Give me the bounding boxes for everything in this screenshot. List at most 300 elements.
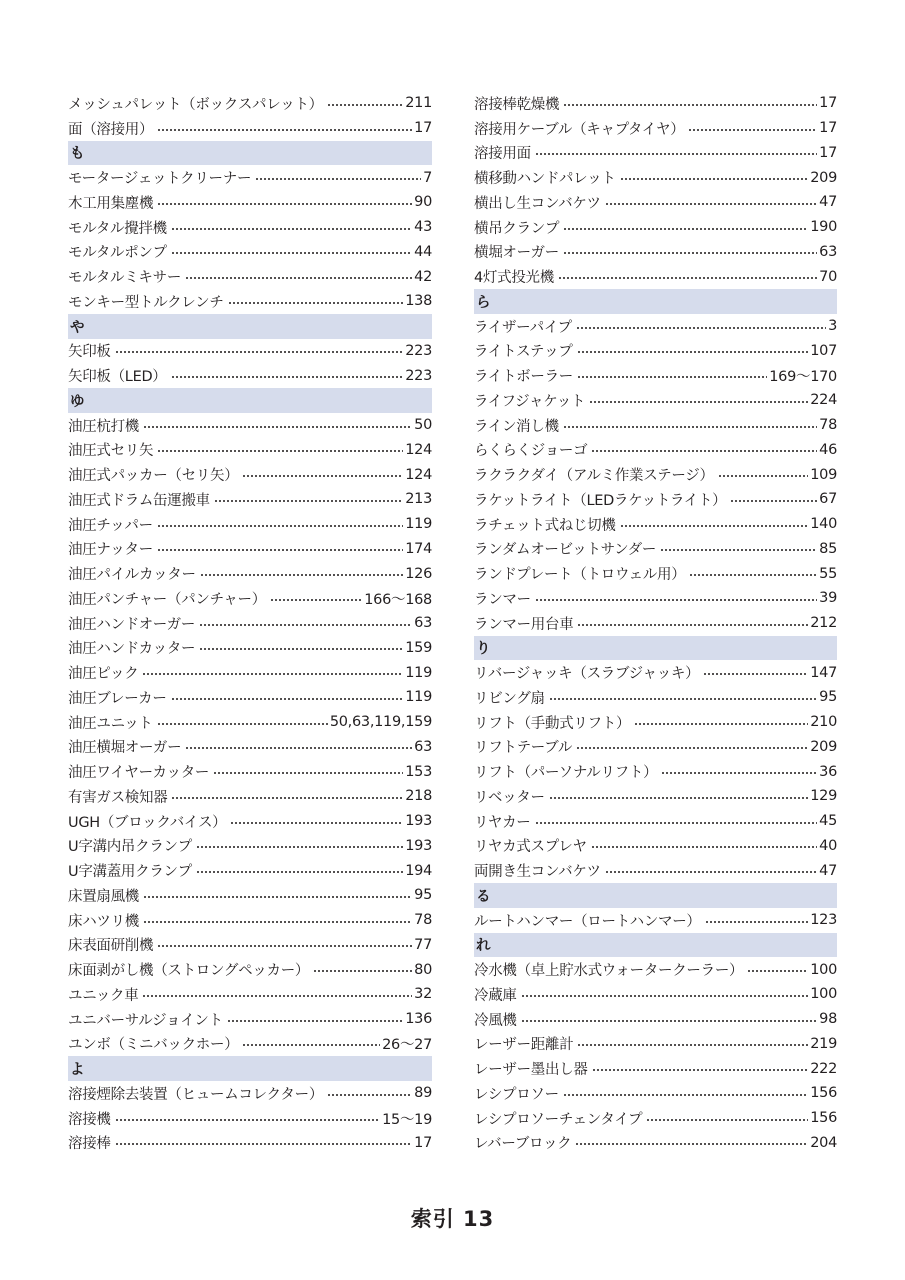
- index-entry: [68, 190, 432, 215]
- entry-page-number: 70: [819, 268, 837, 285]
- entry-page-number: 209: [810, 169, 837, 186]
- dot-leader: [576, 327, 826, 329]
- entry-term: 油圧ユニット: [68, 715, 153, 732]
- entry-page-number: 193: [405, 837, 432, 854]
- dot-leader: [521, 1020, 818, 1022]
- dot-leader: [558, 277, 817, 279]
- dot-leader: [535, 599, 817, 601]
- dot-leader: [157, 945, 412, 947]
- index-entry: [68, 784, 432, 809]
- entry-term: レシプロソー: [474, 1086, 559, 1103]
- index-entry: [474, 710, 837, 735]
- index-entry: [474, 660, 837, 685]
- entry-page-number: 89: [414, 1085, 432, 1102]
- index-entry: [68, 982, 432, 1007]
- dot-leader: [196, 846, 403, 848]
- entry-term: 冷水機（卓上貯水式ウォータークーラー）: [474, 963, 744, 980]
- dot-leader: [157, 203, 412, 205]
- dot-leader: [730, 500, 817, 502]
- dot-leader: [142, 995, 412, 997]
- entry-page-number: 36: [819, 763, 837, 780]
- index-entry: [68, 438, 432, 463]
- index-entry: [68, 215, 432, 240]
- dot-leader: [213, 772, 403, 774]
- index-entry: [474, 735, 837, 760]
- section-header: や: [68, 314, 432, 339]
- entry-term: 横移動ハンドパレット: [474, 171, 616, 188]
- dot-leader: [661, 772, 817, 774]
- index-entry: [474, 388, 837, 413]
- entry-page-number: 223: [405, 342, 432, 359]
- dot-leader: [228, 302, 404, 304]
- entry-term: 油圧ワイヤーカッター: [68, 765, 210, 782]
- entry-term: 矢印板: [68, 344, 111, 361]
- index-entry: [68, 264, 432, 289]
- entry-page-number: 42: [414, 268, 432, 285]
- index-entry: [474, 438, 837, 463]
- entry-page-number: 98: [819, 1011, 837, 1028]
- entry-page-number: 67: [819, 491, 837, 508]
- entry-term: 冷蔵庫: [474, 987, 517, 1004]
- index-entry: [474, 190, 837, 215]
- entry-page-number: 55: [819, 565, 837, 582]
- dot-leader: [549, 797, 809, 799]
- dot-leader: [576, 747, 808, 749]
- dot-leader: [115, 1143, 413, 1145]
- index-entry: [474, 611, 837, 636]
- entry-page-number: 63: [414, 615, 432, 632]
- entry-page-number: 32: [414, 986, 432, 1003]
- entry-term: 油圧式ドラム缶運搬車: [68, 492, 210, 509]
- dot-leader: [115, 1119, 380, 1121]
- index-entry: [68, 660, 432, 685]
- index-entry: [474, 1081, 837, 1106]
- index-entry: [474, 240, 837, 265]
- entry-term: 油圧横堀オーガー: [68, 740, 182, 757]
- entry-term: ライザーパイプ: [474, 319, 572, 336]
- index-entry: [474, 91, 837, 116]
- section-header: る: [474, 883, 837, 908]
- dot-leader: [563, 104, 817, 106]
- index-entry: [474, 413, 837, 438]
- entry-page-number: 3: [828, 318, 837, 335]
- index-entry: [68, 685, 432, 710]
- dot-leader: [171, 252, 412, 254]
- dot-leader: [196, 871, 403, 873]
- entry-page-number: 156: [810, 1085, 837, 1102]
- entry-term: 面（溶接用）: [68, 121, 154, 138]
- entry-page-number: 45: [819, 813, 837, 830]
- index-entry: [68, 834, 432, 859]
- dot-leader: [577, 624, 808, 626]
- index-entry: [474, 1056, 837, 1081]
- index-entry: [474, 982, 837, 1007]
- entry-page-number: 78: [414, 912, 432, 929]
- entry-term: ライトステップ: [474, 344, 573, 361]
- entry-term: 矢印板（LED）: [68, 369, 167, 386]
- entry-term: リフト（手動式リフト）: [474, 715, 631, 732]
- entry-page-number: 210: [810, 714, 837, 731]
- index-entry: [68, 165, 432, 190]
- entry-term: 4灯式投光機: [474, 270, 554, 287]
- entry-term: 油圧ハンドカッター: [68, 641, 196, 658]
- entry-page-number: 119: [405, 516, 432, 533]
- dot-leader: [157, 129, 412, 131]
- index-entry: [474, 215, 837, 240]
- entry-term: 油圧ブレーカー: [68, 690, 167, 707]
- dot-leader: [747, 970, 808, 972]
- index-entry: [474, 834, 837, 859]
- entry-page-number: 119: [405, 664, 432, 681]
- dot-leader: [703, 673, 808, 675]
- dot-leader: [549, 698, 817, 700]
- dot-leader: [689, 574, 817, 576]
- page-footer: 索引 13: [410, 1207, 495, 1231]
- entry-term: 木工用集塵機: [68, 195, 154, 212]
- entry-page-number: 138: [405, 293, 432, 310]
- dot-leader: [199, 624, 412, 626]
- entry-term: リビング扇: [474, 690, 545, 707]
- index-entry: [474, 339, 837, 364]
- dot-leader: [577, 351, 809, 353]
- entry-term: 横出し生コンバケツ: [474, 195, 601, 212]
- index-entry: [68, 240, 432, 265]
- entry-page-number: 174: [405, 540, 432, 557]
- index-entry: [474, 165, 837, 190]
- entry-term: U字溝蓋用クランプ: [68, 864, 192, 881]
- entry-page-number: 126: [405, 565, 432, 582]
- entry-term: レシプロソーチェンタイプ: [474, 1111, 643, 1128]
- entry-term: ライン消し機: [474, 418, 559, 435]
- dot-leader: [575, 1143, 808, 1145]
- entry-term: ユニバーサルジョイント: [68, 1012, 223, 1029]
- index-entry: [68, 462, 432, 487]
- entry-page-number: 222: [810, 1060, 837, 1077]
- entry-page-number: 129: [810, 788, 837, 805]
- entry-page-number: 219: [810, 1035, 837, 1052]
- entry-page-number: 169〜170: [769, 369, 837, 386]
- entry-page-number: 77: [414, 936, 432, 953]
- entry-term: モルタル攪拌機: [68, 220, 167, 237]
- entry-page-number: 223: [405, 367, 432, 384]
- entry-term: 床表面研削機: [68, 938, 154, 955]
- entry-page-number: 140: [810, 516, 837, 533]
- entry-term: ランマー: [474, 591, 531, 608]
- entry-page-number: 209: [810, 738, 837, 755]
- dot-leader: [242, 1044, 380, 1046]
- index-entry: [68, 883, 432, 908]
- entry-page-number: 46: [819, 441, 837, 458]
- dot-leader: [313, 970, 412, 972]
- index-entry: [68, 363, 432, 388]
- entry-page-number: 119: [405, 689, 432, 706]
- entry-term: ライフジャケット: [474, 393, 586, 410]
- entry-term: モンキー型トルクレンチ: [68, 294, 224, 311]
- index-entry: [68, 586, 432, 611]
- dot-leader: [718, 475, 809, 477]
- entry-term: ユンボ（ミニバックホー）: [68, 1037, 239, 1054]
- index-entry: [68, 710, 432, 735]
- entry-term: 油圧杭打機: [68, 418, 139, 435]
- entry-page-number: 40: [819, 837, 837, 854]
- dot-leader: [563, 426, 817, 428]
- dot-leader: [688, 129, 817, 131]
- entry-term: メッシュパレット（ボックスパレット）: [68, 96, 323, 113]
- entry-page-number: 44: [414, 243, 432, 260]
- dot-leader: [142, 673, 403, 675]
- index-entry: [474, 784, 837, 809]
- entry-term: リヤカー: [474, 814, 531, 831]
- index-entry: [68, 487, 432, 512]
- entry-page-number: 224: [810, 392, 837, 409]
- index-entry: [68, 1007, 432, 1032]
- entry-page-number: 63: [414, 738, 432, 755]
- entry-page-number: 17: [819, 95, 837, 112]
- index-entry: [68, 957, 432, 982]
- dot-leader: [171, 228, 412, 230]
- entry-page-number: 159: [405, 639, 432, 656]
- dot-leader: [157, 723, 328, 725]
- index-entry: [474, 264, 837, 289]
- entry-page-number: 17: [414, 1134, 432, 1151]
- index-entry: [474, 116, 837, 141]
- dot-leader: [230, 822, 403, 824]
- index-entry: [68, 1032, 432, 1057]
- entry-term: ラケットライト（LEDラケットライト）: [474, 492, 727, 509]
- entry-page-number: 39: [819, 590, 837, 607]
- entry-term: UGH（ブロックバイス）: [68, 814, 227, 831]
- index-column-left: [68, 91, 432, 1155]
- entry-page-number: 26〜27: [382, 1037, 432, 1054]
- dot-leader: [214, 500, 403, 502]
- index-entry: [68, 413, 432, 438]
- entry-term: 冷風機: [474, 1012, 517, 1029]
- index-entry: [68, 537, 432, 562]
- dot-leader: [327, 104, 403, 106]
- entry-term: 油圧式セリ矢: [68, 443, 154, 460]
- section-header: り: [474, 636, 837, 661]
- entry-page-number: 153: [405, 763, 432, 780]
- entry-term: ラチェット式ねじ切機: [474, 517, 616, 534]
- index-entry: [474, 957, 837, 982]
- entry-term: リバージャッキ（スラブジャッキ）: [474, 666, 700, 683]
- entry-term: ランダムオービットサンダー: [474, 542, 657, 559]
- entry-term: リベッター: [474, 789, 545, 806]
- index-entry: [68, 1106, 432, 1131]
- index-entry: [474, 537, 837, 562]
- entry-term: 横堀オーガー: [474, 245, 559, 262]
- dot-leader: [705, 921, 809, 923]
- dot-leader: [620, 525, 809, 527]
- dot-leader: [255, 178, 421, 180]
- entry-term: ランマー用台車: [474, 616, 574, 633]
- dot-leader: [115, 351, 404, 353]
- entry-page-number: 123: [810, 912, 837, 929]
- dot-leader: [327, 1094, 412, 1096]
- entry-page-number: 90: [414, 194, 432, 211]
- index-entry: [68, 611, 432, 636]
- section-header: ゆ: [68, 388, 432, 413]
- dot-leader: [563, 1094, 808, 1096]
- index-entry: [474, 586, 837, 611]
- index-entry: [474, 512, 837, 537]
- dot-leader: [227, 1020, 403, 1022]
- index-entry: [68, 858, 432, 883]
- entry-page-number: 211: [405, 95, 432, 112]
- index-entry: [474, 314, 837, 339]
- index-entry: [68, 1131, 432, 1156]
- entry-term: 油圧ピック: [68, 666, 139, 683]
- dot-leader: [143, 896, 412, 898]
- index-column-right: [474, 91, 837, 1155]
- entry-term: 溶接用面: [474, 146, 531, 163]
- section-header: よ: [68, 1056, 432, 1081]
- entry-page-number: 204: [810, 1134, 837, 1151]
- entry-term: ラクラクダイ（アルミ作業ステージ）: [474, 468, 714, 485]
- index-entry: [68, 636, 432, 661]
- dot-leader: [535, 822, 818, 824]
- entry-page-number: 50: [414, 417, 432, 434]
- index-entry: [474, 1106, 837, 1131]
- index-entry: [474, 561, 837, 586]
- index-entry: [474, 1032, 837, 1057]
- dot-leader: [591, 846, 817, 848]
- entry-page-number: 95: [414, 887, 432, 904]
- index-entry: [68, 289, 432, 314]
- entry-term: 溶接棒: [68, 1136, 111, 1153]
- index-entry: [474, 363, 837, 388]
- dot-leader: [157, 525, 403, 527]
- entry-term: ルートハンマー（ロートハンマー）: [474, 913, 701, 930]
- entry-page-number: 47: [819, 194, 837, 211]
- index-entry: [68, 735, 432, 760]
- index-entry: [474, 685, 837, 710]
- entry-page-number: 17: [819, 144, 837, 161]
- dot-leader: [646, 1119, 808, 1121]
- index-entry: [68, 561, 432, 586]
- dot-leader: [634, 723, 808, 725]
- index-entry: [474, 141, 837, 166]
- entry-term: 有害ガス検知器: [68, 789, 168, 806]
- entry-term: モルタルミキサー: [68, 270, 182, 287]
- entry-page-number: 17: [819, 120, 837, 137]
- entry-page-number: 166〜168: [364, 591, 432, 608]
- entry-term: 油圧式パッカー（セリ矢）: [68, 468, 239, 485]
- entry-term: 油圧パンチャー（パンチャー）: [68, 591, 266, 608]
- entry-page-number: 124: [405, 441, 432, 458]
- entry-page-number: 156: [810, 1110, 837, 1127]
- entry-term: レバーブロック: [474, 1136, 572, 1153]
- entry-page-number: 218: [405, 788, 432, 805]
- dot-leader: [592, 1069, 809, 1071]
- entry-page-number: 80: [414, 961, 432, 978]
- entry-page-number: 107: [810, 342, 837, 359]
- entry-page-number: 43: [414, 219, 432, 236]
- entry-page-number: 194: [405, 862, 432, 879]
- index-entry: [68, 908, 432, 933]
- entry-term: ライトボーラー: [474, 369, 573, 386]
- entry-page-number: 212: [810, 615, 837, 632]
- index-entry: [474, 487, 837, 512]
- entry-page-number: 100: [810, 961, 837, 978]
- index-entry: [474, 1007, 837, 1032]
- entry-page-number: 95: [819, 689, 837, 706]
- section-header: も: [68, 141, 432, 166]
- index-entry: [474, 908, 837, 933]
- dot-leader: [270, 599, 362, 601]
- entry-term: リフト（パーソナルリフト）: [474, 765, 658, 782]
- entry-term: 横吊クランプ: [474, 220, 560, 237]
- dot-leader: [563, 252, 817, 254]
- section-header: れ: [474, 933, 837, 958]
- dot-leader: [605, 871, 818, 873]
- entry-page-number: 124: [405, 466, 432, 483]
- dot-leader: [591, 450, 817, 452]
- dot-leader: [242, 475, 403, 477]
- entry-page-number: 63: [819, 243, 837, 260]
- dot-leader: [185, 747, 412, 749]
- entry-page-number: 213: [405, 491, 432, 508]
- dot-leader: [563, 228, 808, 230]
- dot-leader: [200, 574, 404, 576]
- entry-term: 溶接機: [68, 1111, 111, 1128]
- entry-term: 溶接用ケーブル（キャプタイヤ）: [474, 121, 685, 138]
- index-entry: [68, 512, 432, 537]
- entry-term: 油圧ハンドオーガー: [68, 616, 196, 633]
- dot-leader: [199, 648, 403, 650]
- section-header: ら: [474, 289, 837, 314]
- entry-term: 床面剥がし機（ストロングペッカー）: [68, 963, 310, 980]
- entry-page-number: 136: [405, 1011, 432, 1028]
- index-entry: [68, 933, 432, 958]
- entry-term: モルタルポンプ: [68, 245, 167, 262]
- entry-term: モータージェットクリーナー: [68, 171, 252, 188]
- entry-term: リフトテーブル: [474, 740, 573, 757]
- dot-leader: [620, 178, 809, 180]
- entry-page-number: 15〜19: [382, 1111, 432, 1128]
- entry-page-number: 78: [819, 417, 837, 434]
- entry-term: らくらくジョーゴ: [474, 443, 588, 460]
- dot-leader: [143, 426, 412, 428]
- entry-page-number: 193: [405, 813, 432, 830]
- entry-page-number: 147: [810, 664, 837, 681]
- dot-leader: [589, 401, 808, 403]
- dot-leader: [577, 1044, 808, 1046]
- dot-leader: [605, 203, 818, 205]
- dot-leader: [171, 376, 404, 378]
- entry-term: リヤカ式スプレヤ: [474, 839, 587, 856]
- entry-term: U字溝内吊クランプ: [68, 839, 192, 856]
- dot-leader: [171, 797, 403, 799]
- entry-page-number: 50,63,119,159: [329, 714, 432, 731]
- entry-page-number: 190: [810, 219, 837, 236]
- entry-term: 油圧ナッター: [68, 542, 153, 559]
- index-entry: [474, 1131, 837, 1156]
- entry-term: 溶接棒乾燥機: [474, 96, 560, 113]
- entry-page-number: 109: [810, 466, 837, 483]
- dot-leader: [143, 921, 412, 923]
- index-entry: [68, 1081, 432, 1106]
- entry-page-number: 7: [423, 169, 432, 186]
- index-entry: [474, 462, 837, 487]
- entry-term: 床ハツリ機: [68, 913, 139, 930]
- entry-term: 油圧チッパー: [68, 517, 153, 534]
- entry-term: 油圧パイルカッター: [68, 567, 196, 584]
- index-entry: [68, 759, 432, 784]
- dot-leader: [157, 549, 403, 551]
- index-entry: [68, 91, 432, 116]
- dot-leader: [157, 450, 403, 452]
